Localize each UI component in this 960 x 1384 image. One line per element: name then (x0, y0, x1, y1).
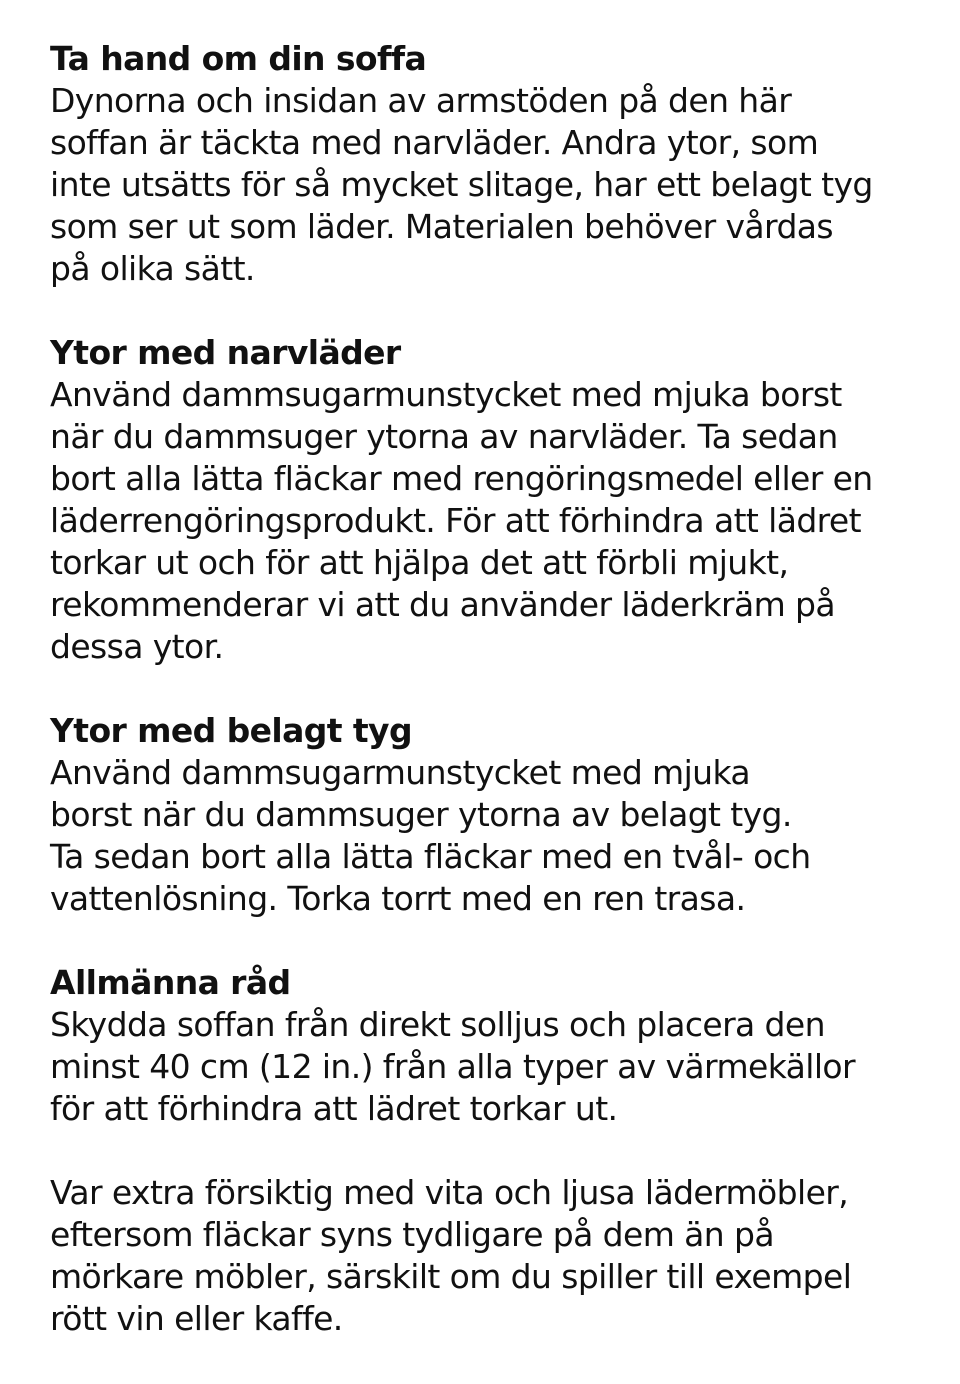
section-heading: Ytor med narvläder (50, 333, 401, 372)
body-line: mörkare möbler, särskilt om du spiller till exempel (50, 1257, 852, 1296)
body-line: inte utsätts för så mycket slitage, har ett belagt tyg (50, 165, 873, 204)
body-line: Ta sedan bort alla lätta fläckar med en tvål- och (50, 837, 811, 876)
section-care-intro (50, 38, 940, 290)
care-instructions-document (50, 38, 940, 1382)
body-line: Använd dammsugarmunstycket med mjuka (50, 753, 751, 792)
body-line: minst 40 cm (12 in.) från alla typer av värmekällor (50, 1047, 855, 1086)
section-heading: Allmänna råd (50, 963, 291, 1002)
body-line: Dynorna och insidan av armstöden på den här (50, 81, 792, 120)
body-line: för att förhindra att lädret torkar ut. (50, 1089, 618, 1128)
body-line: på olika sätt. (50, 249, 255, 288)
body-line: bort alla lätta fläckar med rengöringsmedel eller en (50, 459, 873, 498)
section-coated-fabric (50, 710, 940, 920)
section-heading: Ta hand om din soffa (50, 39, 427, 78)
section-grain-leather (50, 332, 940, 668)
paragraph-gap (50, 1130, 940, 1172)
body-line: Var extra försiktig med vita och ljusa lädermöbler, (50, 1173, 849, 1212)
body-line: borst när du dammsuger ytorna av belagt tyg. (50, 795, 792, 834)
body-line: rekommenderar vi att du använder läderkräm på (50, 585, 836, 624)
body-line: dessa ytor. (50, 627, 224, 666)
body-line: Använd dammsugarmunstycket med mjuka borst (50, 375, 842, 414)
body-line: när du dammsuger ytorna av narvläder. Ta sedan (50, 417, 838, 456)
body-line: soffan är täckta med narvläder. Andra ytor, som (50, 123, 819, 162)
body-line: som ser ut som läder. Materialen behöver vårdas (50, 207, 834, 246)
body-line: eftersom fläckar syns tydligare på dem än på (50, 1215, 774, 1254)
body-line: rött vin eller kaffe. (50, 1299, 343, 1338)
section-general-advice (50, 962, 940, 1340)
body-line: vattenlösning. Torka torrt med en ren trasa. (50, 879, 746, 918)
body-line: läderrengöringsprodukt. För att förhindra att lädret (50, 501, 861, 540)
body-line: torkar ut och för att hjälpa det att förbli mjukt, (50, 543, 789, 582)
section-heading: Ytor med belagt tyg (50, 711, 412, 750)
body-line: Skydda soffan från direkt solljus och placera den (50, 1005, 825, 1044)
